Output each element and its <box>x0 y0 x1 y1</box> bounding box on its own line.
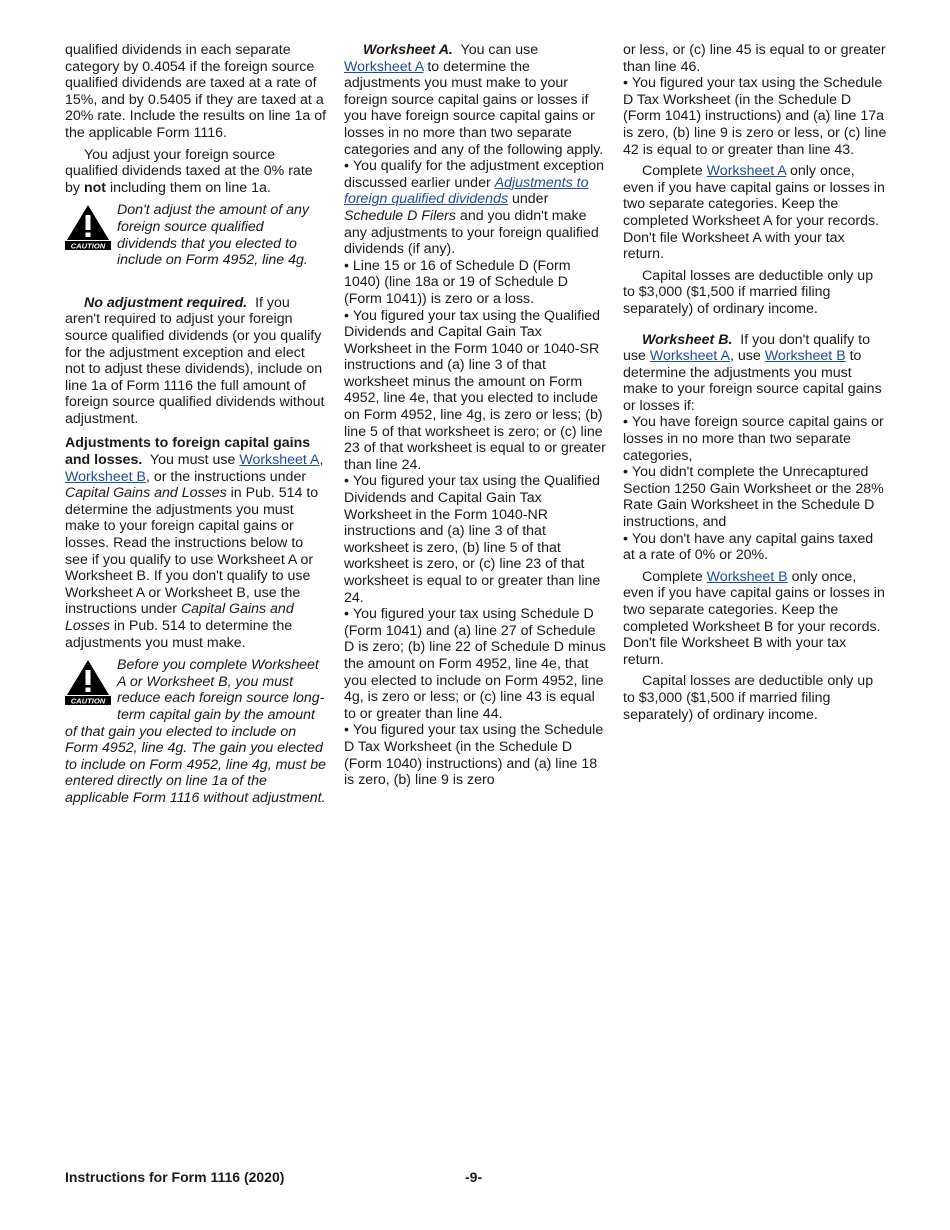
paragraph-complete-worksheet-b: Complete Worksheet B only once, even if you have capital gains or losses in two separate categories. Keep the completed Worksheet B for your records. Don't file Worksheet B with your tax return. <box>623 568 885 668</box>
column-middle <box>344 42 608 789</box>
bullet-form-1040-worksheet: • You figured your tax using the Qualified Dividends and Capital Gain Tax Worksheet in the Form 1040 or 1040-SR instructions and (a) line 3 of that worksheet minus the amount on Form 4952, line 4e, that you elected to include on Form 4952, line 4g, is zero or less; (b) line 5 of that worksheet is zero; or (c) line 23 of that worksheet is equal to or greater than line 24. <box>344 308 608 474</box>
column-left <box>65 42 327 819</box>
paragraph-complete-worksheet-a: Complete Worksheet A only once, even if you have capital gains or losses in two separate categories. Keep the completed Worksheet A for your records. Don't file Worksheet A with your tax return. <box>623 163 885 263</box>
bullet-adjustment-exception: • You qualify for the adjustment exception discussed earlier under Adjustments to foreign qualified dividends under Schedule D Filers and you didn't make any adjustments to your foreign qualified dividends (if any). <box>344 158 608 258</box>
caution-icon <box>65 659 111 705</box>
link-worksheet-a[interactable]: Worksheet A <box>706 163 787 180</box>
link-worksheet-a[interactable]: Worksheet A <box>649 348 730 365</box>
caution-icon <box>65 204 111 250</box>
paragraph-worksheet-b: Worksheet B. If you don't qualify to use Worksheet A, use Worksheet B to determine the adjustments you must make to your foreign source capital gains or losses if: <box>623 331 882 414</box>
heading-capital-gains: Adjustments to foreign capital gains and losses. <box>65 435 311 469</box>
page-number: -9- <box>465 1169 483 1185</box>
column-right <box>623 42 887 728</box>
link-worksheet-b[interactable]: Worksheet B <box>764 348 846 365</box>
heading-no-adjustment: No adjustment required. <box>84 294 248 311</box>
link-worksheet-a[interactable]: Worksheet A <box>344 58 424 75</box>
heading-worksheet-a: Worksheet A. <box>363 42 453 58</box>
bullet-schedule-d-tax-worksheet-1041: • You figured your tax using the Schedule D Tax Worksheet (in the Schedule D (Form 1041) instructions) and (a) line 17a is zero, (b) line 9 is zero or less, or (c) line 42 is equal to or greater than line 43. <box>623 75 887 158</box>
caution-icon-label: CAUTION <box>70 696 106 706</box>
caution-text-dividends: Don't adjust the amount of any foreign source qualified dividends that you elected to include on Form 4952, line 4g. <box>117 202 309 269</box>
caution-icon-label: CAUTION <box>70 241 106 251</box>
bullet-no-0-20-rate: • You don't have any capital gains taxed at a rate of 0% or 20%. <box>623 531 887 564</box>
paragraph-capital-gains: Adjustments to foreign capital gains and losses. You must use Worksheet A, Worksheet B, or the instructions under Capital Gains and Losses in Pub. 514 to determine the adjustments you must make to your foreign capital gains or losses. Read the instructions below to see if you qualify to use Worksheet A or Worksheet B. If you don't qualify to use Worksheet A or Worksheet B, use the instructions under Capital Gains and Losses in Pub. 514 to determine the adjustments you must make. <box>65 435 324 651</box>
paragraph-capital-losses-2: Capital losses are deductible only up to $3,000 ($1,500 if married filing separately) of ordinary income. <box>623 673 874 723</box>
paragraph-no-adjustment: No adjustment required. If you aren't required to adjust your foreign source qualified dividends (or you qualify for the adjustment exception and elect not to adjust these dividends), include on line 1a of Form 1116 the full amount of foreign source qualified dividends without adjustment. <box>65 294 325 427</box>
paragraph-worksheet-a: Worksheet A. You can use Worksheet A to determine the adjustments you must make to your foreign source capital gains or losses if you have foreign source capital gains or losses in no more than two separate categories and any of the following apply. <box>344 42 604 158</box>
caution-note-dividends <box>65 202 327 268</box>
bullet-schedule-d-tax-worksheet-1040: • You figured your tax using the Schedule D Tax Worksheet (in the Schedule D (Form 1040) instructions) and (a) line 18 is zero, (b) line 9 is zero <box>344 722 608 788</box>
paragraph-capital-losses: Capital losses are deductible only up to $3,000 ($1,500 if married filing separately) of ordinary income. <box>623 267 874 317</box>
bullet-unrecaptured-1250: • You didn't complete the Unrecaptured Section 1250 Gain Worksheet or the 28% Rate Gain Worksheet in the Schedule D instructions, and <box>623 464 887 530</box>
link-adjustments-qualified-dividends[interactable]: Adjustments to foreign qualified dividends <box>344 174 589 208</box>
bullet-two-categories: • You have foreign source capital gains or losses in no more than two separate categories, <box>623 414 887 464</box>
bullet-schedule-d-1041: • You figured your tax using Schedule D (Form 1041) and (a) line 27 of Schedule D is zero; (b) line 22 of Schedule D minus the amount on Form 4952, line 4e, that you elected to include on Form 4952, line 4g, is zero or less; or (c) line 43 is equal to or greater than line 44. <box>344 606 608 722</box>
paragraph-dividend-rates: qualified dividends in each separate category by 0.4054 if the foreign source qualified dividends are taxed at a rate of 15%, and by 0.5405 if they are taxed at a 20% rate. Include the results on line 1a of the applicable Form 1116. <box>65 42 327 141</box>
link-worksheet-a[interactable]: Worksheet A <box>239 452 320 469</box>
link-worksheet-b[interactable]: Worksheet B <box>706 568 788 585</box>
link-worksheet-b[interactable]: Worksheet B <box>65 468 146 485</box>
paragraph-continued: or less, or (c) line 45 is equal to or greater than line 46. <box>623 42 886 75</box>
bullet-schedule-d-lines: • Line 15 or 16 of Schedule D (Form 1040) (line 18a or 19 of Schedule D (Form 1041)) is zero or a loss. <box>344 258 608 308</box>
caution-text-capital-gain: Before you complete Worksheet A or Worksheet B, you must reduce each foreign source long-term capital gain by the amount of that gain you elected to include on Form 4952, line 4g. The gain you elected to include on Form 4952, line 4g, must be entered directly on line 1a of the applicable Form 1116 without adjustment. <box>65 657 327 806</box>
paragraph-zero-rate: You adjust your foreign source qualified dividends taxed at the 0% rate by not including them on line 1a. <box>65 146 313 196</box>
footer-title: Instructions for Form 1116 (2020) <box>65 1169 285 1185</box>
heading-worksheet-b: Worksheet B. <box>642 331 733 348</box>
bullet-form-1040nr-worksheet: • You figured your tax using the Qualified Dividends and Capital Gain Tax Worksheet in the Form 1040-NR instructions and (a) line 3 of that worksheet is zero, (b) line 5 of that worksheet is zero, or (c) line 23 of that worksheet is equal to or greater than line 24. <box>344 473 608 606</box>
caution-note-capital-gain <box>65 657 327 806</box>
